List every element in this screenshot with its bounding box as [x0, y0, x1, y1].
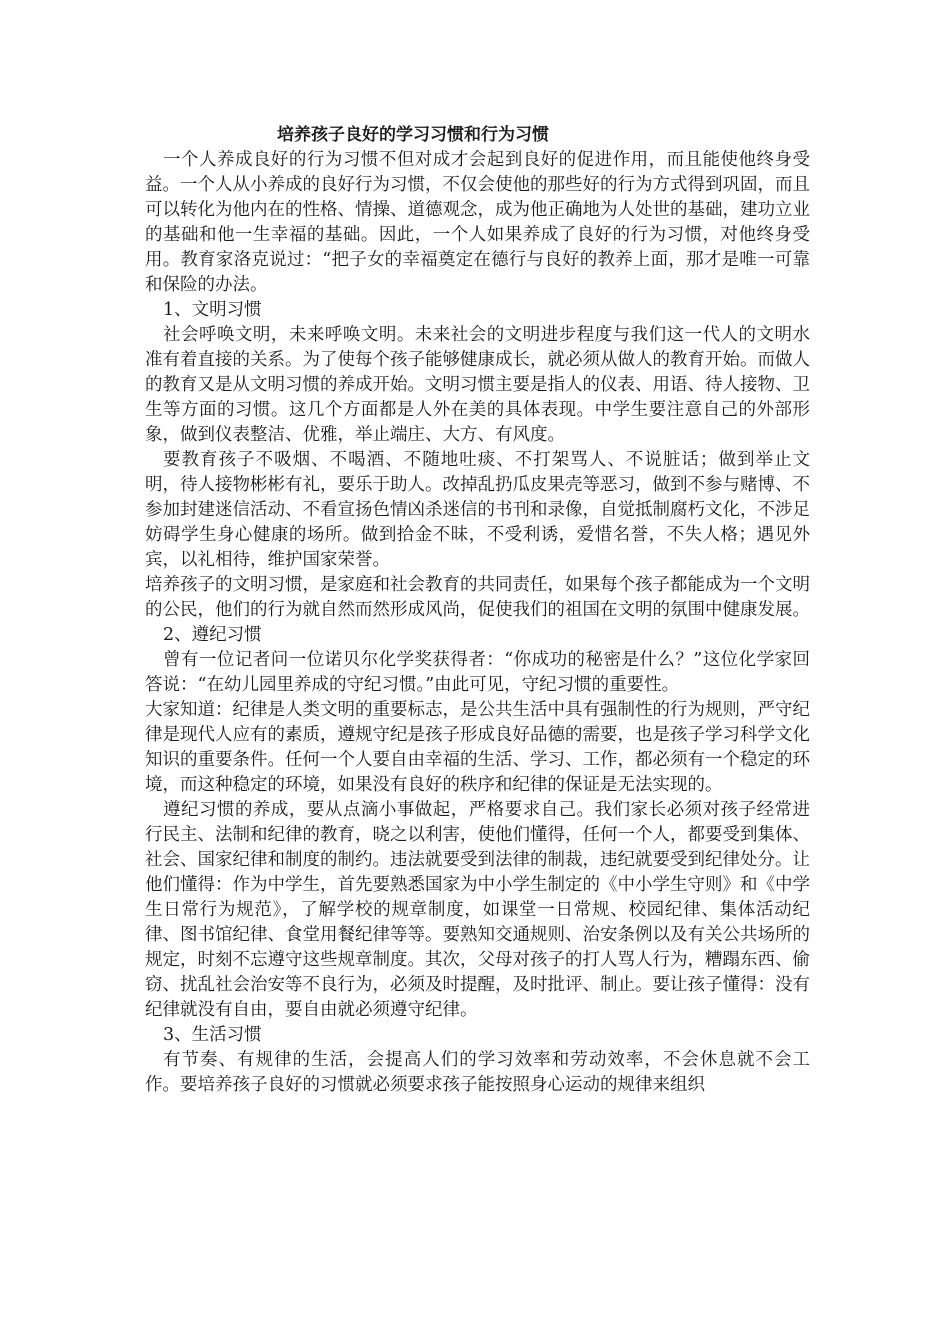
- section-heading-civility: 1、文明习惯: [163, 300, 262, 320]
- section-heading-living: 3、生活习惯: [163, 1025, 262, 1045]
- paragraph-civility-1: 社会呼唤文明，未来呼唤文明。未来社会的文明进步程度与我们这一代人的文明水准有着直接的关系。为了使每个孩子能够健康成长，就必须从做人的教育开始。而做人的教育又是从文明习惯的养成开始。文明习惯主要是指人的仪表、用语、待人接物、卫生等方面的习惯。这几个方面都是人外在美的具体表现。中学生要注意自己的外部形象，做到仪表整洁、优雅，举止端庄、大方、有风度。: [145, 325, 810, 445]
- paragraph-discipline-3: 遵纪习惯的养成，要从点滴小事做起，严格要求自己。我们家长必须对孩子经常进行民主、法制和纪律的教育，晓之以利害，使他们懂得，任何一个人，都要受到集体、社会、国家纪律和制度的制约。违法就要受到法律的制裁，违纪就要受到纪律处分。让他们懂得：作为中学生，首先要熟悉国家为中小学生制定的《中小学生守则》和《中学生日常行为规范》，了解学校的规章制度，如课堂一日常规、校园纪律、集体活动纪律、图书馆纪律、食堂用餐纪律等等。要熟知交通规则、治安条例以及有关公共场所的规定，时刻不忘遵守这些规章制度。其次，父母对孩子的打人骂人行为，糟蹋东西、偷窃、扰乱社会治安等不良行为，必须及时提醒，及时批评、制止。要让孩子懂得：没有纪律就没有自由，要自由就必须遵守纪律。: [145, 800, 810, 1020]
- paragraph-intro: 一个人养成良好的行为习惯不但对成才会起到良好的促进作用，而且能使他终身受益。一个人从小养成的良好行为习惯，不仅会使他的那些好的行为方式得到巩固，而且可以转化为他内在的性格、情操、道德观念，成为他正确地为人处世的基础，建功立业的基础和他一生幸福的基础。因此，一个人如果养成了良好的行为习惯，对他终身受用。教育家洛克说过：“把子女的幸福奠定在德行与良好的教养上面，那才是唯一可靠和保险的办法。: [145, 150, 810, 295]
- section-heading-discipline: 2、遵纪习惯: [163, 625, 262, 645]
- document-page: [145, 122, 810, 1098]
- paragraph-discipline-2: 大家知道：纪律是人类文明的重要标志，是公共生活中具有强制性的行为规则，严守纪律是现代人应有的素质，遵规守纪是孩子形成良好品德的需要，也是孩子学习科学文化知识的重要条件。任何一个人要自由幸福的生活、学习、工作，都必须有一个稳定的环境，而这种稳定的环境，如果没有良好的秩序和纪律的保证是无法实现的。: [145, 700, 810, 795]
- paragraph-civility-2: 要教育孩子不吸烟、不喝酒、不随地吐痰、不打架骂人、不说脏话；做到举止文明，待人接物彬彬有礼，要乐于助人。改掉乱扔瓜皮果壳等恶习，做到不参与赌博、不参加封建迷信活动、不看宣扬色情凶杀迷信的书刊和录像，自觉抵制腐朽文化，不涉足妨碍学生身心健康的场所。做到拾金不昧，不受利诱，爱惜名誉，不失人格；遇见外宾，以礼相待，维护国家荣誉。: [145, 450, 810, 570]
- paragraph-discipline-1: 曾有一位记者问一位诺贝尔化学奖获得者：“你成功的秘密是什么？”这位化学家回答说：“在幼儿园里养成的守纪习惯。”由此可见，守纪习惯的重要性。: [145, 650, 810, 695]
- paragraph-civility-3: 培养孩子的文明习惯，是家庭和社会教育的共同责任，如果每个孩子都能成为一个文明的公民，他们的行为就自然而然形成风尚，促使我们的祖国在文明的氛围中健康发展。: [145, 575, 810, 620]
- paragraph-living-1: 有节奏、有规律的生活，会提高人们的学习效率和劳动效率，不会休息就不会工作。要培养孩子良好的习惯就必须要求孩子能按照身心运动的规律来组织: [145, 1050, 810, 1095]
- document-title: 培养孩子良好的学习习惯和行为习惯: [277, 125, 549, 145]
